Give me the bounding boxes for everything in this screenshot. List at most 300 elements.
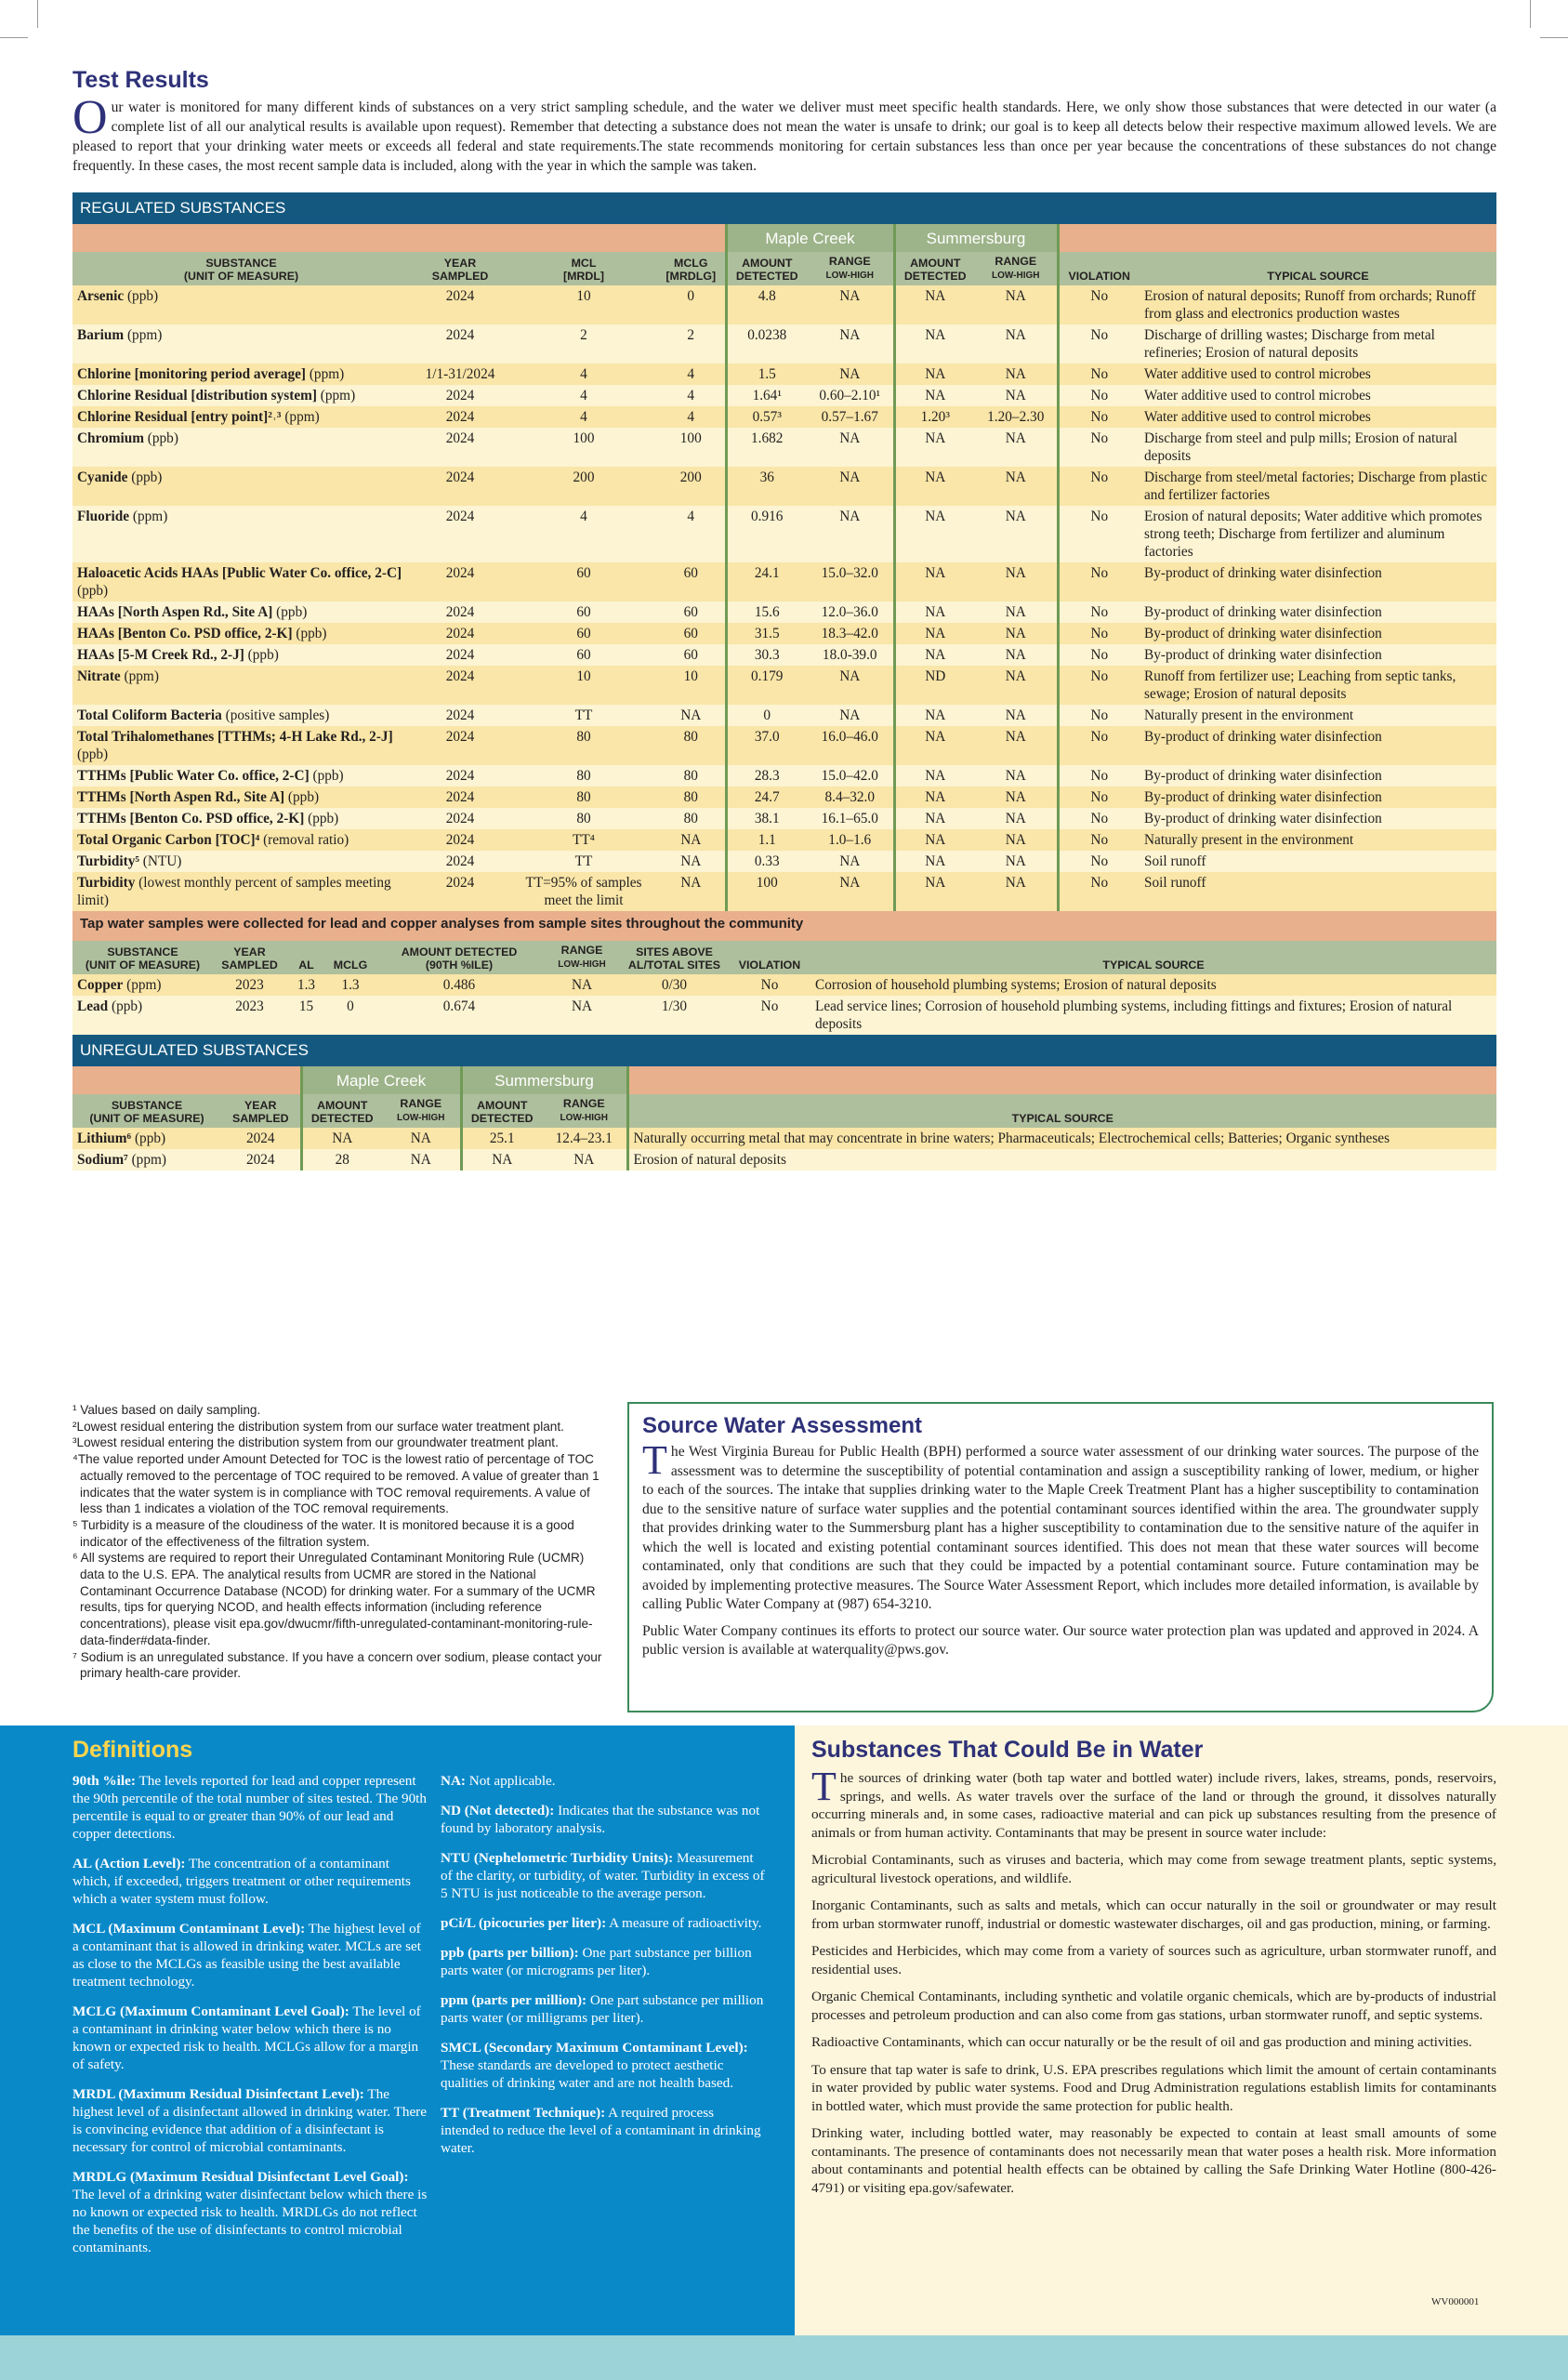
substance-unit: (ppb) (77, 583, 109, 599)
definition-item (72, 1855, 430, 1908)
definition-text: The levels reported for lead and copper represent the 90th percentile of the total number of sites tested. The 90th percentile is equal to or greater than 90% of our lead and copper detections. (72, 1773, 427, 1842)
year-cell: 2024 (410, 562, 510, 602)
substance-unit: (ppb) (77, 747, 109, 762)
mclg-cell: 60 (657, 562, 726, 602)
year-cell: 2023 (213, 996, 286, 1035)
crop-mark (1530, 0, 1531, 28)
sb-rng-cell: NA (975, 705, 1058, 726)
vio-cell: No (729, 996, 810, 1035)
col-substance: SUBSTANCE (UNIT OF MEASURE) (72, 252, 410, 285)
year-cell: 2024 (410, 726, 510, 765)
sb-rng-cell: NA (975, 808, 1058, 829)
col-sb-range: RANGE LOW-HIGH (975, 252, 1058, 285)
mclg-cell: 80 (657, 808, 726, 829)
source-cell: Erosion of natural deposits (627, 1149, 1496, 1170)
amt-cell: 0.674 (375, 996, 544, 1035)
unreg-summersburg-group: Summersburg (461, 1066, 627, 1094)
definition-term: NTU (Nephelometric Turbidity Units): (441, 1850, 674, 1866)
col-mcl: MCL [MRDL] (510, 252, 657, 285)
sb-amt-cell: NA (894, 428, 975, 467)
sb-rng-cell: NA (975, 385, 1058, 406)
definition-term: MCL (Maximum Contaminant Level): (72, 1921, 306, 1937)
substance-cell (72, 705, 410, 726)
sb-amt-cell: NA (894, 851, 975, 872)
substance-unit: (removal ratio) (259, 832, 349, 848)
definition-item (72, 1772, 430, 1843)
crop-mark (0, 37, 28, 38)
sb-rng-cell: NA (975, 602, 1058, 623)
table-row (72, 562, 1496, 602)
mc-amt-cell: NA (301, 1128, 382, 1149)
year-cell: 2024 (410, 829, 510, 851)
col-year: YEAR SAMPLED (410, 252, 510, 285)
substance-unit: (lowest monthly percent of samples meeting limit) (77, 875, 391, 908)
vio-cell: No (1058, 364, 1140, 385)
table-row (72, 851, 1496, 872)
substance-unit: (ppm) (124, 327, 163, 343)
mc-rng-cell: NA (807, 506, 894, 562)
col-mc-amount: AMOUNT DETECTED (726, 252, 807, 285)
definition-text: The highest level of a disinfectant allowed in drinking water. There is convincing evidence that addition of a disinfectant is necessary for control of microbial contaminants. (72, 2086, 427, 2155)
source-cell: By-product of drinking water disinfection (1140, 644, 1496, 666)
source-cell: Naturally present in the environment (1140, 705, 1496, 726)
mcl-cell: 60 (510, 562, 657, 602)
sb-amt-cell: NA (894, 765, 975, 787)
source-cell: By-product of drinking water disinfection (1140, 726, 1496, 765)
substance-unit: (ppb) (127, 469, 163, 485)
sb-rng-cell: NA (975, 666, 1058, 705)
definition-text: Measurement of the clarity, or turbidity, of water. Turbidity in excess of 5 NTU is just noticeable to the average person. (441, 1850, 765, 1901)
swa-paragraph-1: The West Virginia Bureau for Public Health (BPH) performed a source water assessment of our drinking water sources. The purpose of the assessment was to determine the susceptibility of potential contamination and assign a susceptibility ranking of lower, medium, or higher to each of the sources. The intake that supplies drinking water to the Maple Creek Treatment Plant has a higher susceptibility to contamination due to the sensitive nature of surface water supplies and the potential contaminant sources identified within the area. The groundwater supply that provides drinking water to the Summersburg plant has a higher susceptibility to contamination due to the sensitive nature of the aquifer in which the well is located and existing potential contaminant sources identified. This does not mean that these water sources will become contaminated, only that conditions are such that they could be impacted by a potential contaminant source. Future contamination may be avoided by implementing protective measures. The Source Water Assessment Report, which includes more detailed information, is available by calling Public Water Company at (987) 654-3210. (642, 1437, 1479, 1612)
year-cell: 2024 (410, 623, 510, 644)
mc-amt-cell: 30.3 (726, 644, 807, 666)
table-row (72, 705, 1496, 726)
substance-name: Chlorine Residual [distribution system] (77, 388, 317, 403)
footnotes (72, 1402, 610, 1682)
substances-paragraph: To ensure that tap water is safe to drink, U.S. EPA prescribes regulations which limit the amount of certain contaminants in water provided by public water systems. Food and Drug Administration regulations establish limits for contaminants in bottled water, which must provide the same protection for public health. (811, 2061, 1496, 2114)
mclg-cell: 4 (657, 385, 726, 406)
substance-unit: (positive samples) (221, 707, 330, 723)
mc-amt-cell: 15.6 (726, 602, 807, 623)
sb-amt-cell: NA (894, 787, 975, 808)
substance-unit: (ppm) (306, 366, 345, 382)
vio-cell: No (1058, 666, 1140, 705)
col-sb-amount: AMOUNT DETECTED (894, 252, 975, 285)
vio-cell: No (1058, 644, 1140, 666)
substances-paragraph: Inorganic Contaminants, such as salts and metals, which can occur naturally in the soil or groundwater or may result from urban stormwater runoff, industrial or domestic wastewater discharges, oil and gas production, mining, or farming. (811, 1897, 1496, 1932)
definition-item (441, 1772, 766, 1790)
definition-term: MRDLG (Maximum Residual Disinfectant Level Goal): (72, 2169, 409, 2185)
mcl-cell: 10 (510, 285, 657, 324)
source-cell: Lead service lines; Corrosion of household plumbing systems, including fittings and fixtures; Erosion of natural deposits (810, 996, 1496, 1035)
footnote: ³Lowest residual entering the distribution system from our groundwater treatment plant. (72, 1435, 559, 1450)
mc-rng-cell: NA (807, 428, 894, 467)
definitions-panel (0, 1726, 795, 2335)
footnote: ¹ Values based on daily sampling. (72, 1403, 261, 1417)
substance-name: HAAs [5-M Creek Rd., 2-J] (77, 647, 244, 663)
mc-amt-cell: 24.7 (726, 787, 807, 808)
column-header-row (72, 252, 1496, 285)
tap-water-banner: Tap water samples were collected for lead and copper analyses from sample sites throughout the community (72, 911, 1496, 941)
sb-amt-cell: 25.1 (461, 1128, 542, 1149)
mc-rng-cell: NA (382, 1128, 461, 1149)
footnote: ²Lowest residual entering the distribution system from our surface water treatment plant. (72, 1419, 564, 1434)
year-cell: 2024 (410, 808, 510, 829)
table-row (72, 506, 1496, 562)
unreg-maple-creek-group: Maple Creek (301, 1066, 461, 1094)
vio-cell: No (1058, 324, 1140, 364)
footnote: ⁵ Turbidity is a measure of the cloudiness of the water. It is monitored because it is a good indicator of the effectiveness of the filtration system. (72, 1517, 574, 1549)
year-cell: 2024 (410, 705, 510, 726)
year-cell: 2024 (221, 1128, 301, 1149)
mclg-cell: 4 (657, 406, 726, 428)
sb-amt-cell: NA (894, 808, 975, 829)
sb-amt-cell: ND (894, 666, 975, 705)
table-row (72, 385, 1496, 406)
year-cell: 2024 (410, 506, 510, 562)
swa-paragraph-2: Public Water Company continues its efforts to protect our source water. Our source water protection plan was updated and approved in 2024. A public version is available at waterquality@pws.gov. (642, 1622, 1479, 1658)
year-cell: 2024 (410, 602, 510, 623)
year-cell: 2024 (410, 851, 510, 872)
vio-cell: No (1058, 808, 1140, 829)
vio-cell: No (1058, 726, 1140, 765)
vio-cell: No (729, 974, 810, 996)
mc-rng-cell: NA (807, 324, 894, 364)
sb-rng-cell: NA (975, 467, 1058, 506)
substance-cell (72, 285, 410, 324)
mc-amt-cell: 28.3 (726, 765, 807, 787)
mc-rng-cell: 18.3–42.0 (807, 623, 894, 644)
definition-item (441, 1914, 766, 1932)
definition-item (72, 2003, 430, 2073)
vio-cell: No (1058, 787, 1140, 808)
vio-cell: No (1058, 428, 1140, 467)
mclg-cell: 4 (657, 364, 726, 385)
year-cell: 2024 (410, 406, 510, 428)
mclg-cell: 2 (657, 324, 726, 364)
substance-name: HAAs [Benton Co. PSD office, 2-K] (77, 626, 293, 641)
sb-amt-cell: NA (894, 872, 975, 911)
table-row (72, 644, 1496, 666)
table-row (72, 428, 1496, 467)
sites-cell: 1/30 (620, 996, 729, 1035)
substance-cell (72, 1149, 221, 1170)
sb-rng-cell: NA (975, 623, 1058, 644)
definition-text: One part substance per billion parts water (or micrograms per liter). (441, 1945, 752, 1978)
mc-amt-cell: 24.1 (726, 562, 807, 602)
mc-amt-cell: 100 (726, 872, 807, 911)
mclg-cell: 0 (657, 285, 726, 324)
substance-cell (72, 726, 410, 765)
source-cell: Soil runoff (1140, 872, 1496, 911)
mclg-cell: NA (657, 705, 726, 726)
mcl-cell: 80 (510, 808, 657, 829)
substance-unit: (ppb) (244, 647, 279, 663)
substance-name: Total Organic Carbon [TOC]⁴ (77, 832, 260, 848)
substance-unit: (ppb) (131, 1130, 166, 1146)
col-source: TYPICAL SOURCE (1140, 252, 1496, 285)
document-code: WV000001 (1431, 2296, 1480, 2307)
sb-amt-cell: 1.20³ (894, 406, 975, 428)
substance-name: Chromium (77, 430, 144, 446)
group-header-row (72, 224, 1496, 252)
source-cell: By-product of drinking water disinfection (1140, 602, 1496, 623)
substance-cell (72, 644, 410, 666)
substance-cell (72, 787, 410, 808)
mclg-cell: 10 (657, 666, 726, 705)
definition-text: The level of a contaminant in drinking water below which there is no known or expected risk to health. MCLGs allow for a margin of safety. (72, 2003, 421, 2072)
definition-term: SMCL (Secondary Maximum Contaminant Level): (441, 2040, 748, 2056)
definition-item (441, 1849, 766, 1902)
sb-rng-cell: NA (975, 285, 1058, 324)
unreg-header-row: SUBSTANCE (UNIT OF MEASURE) YEAR SAMPLED AMOUNT DETECTED RANGE LOW-HIGH AMOUNT DETECTED RANGE LOW-HIGH TYPICAL SOURCE (72, 1094, 1496, 1128)
year-cell: 2024 (410, 428, 510, 467)
mclg-cell: 0 (326, 996, 375, 1035)
source-cell: Discharge from steel and pulp mills; Erosion of natural deposits (1140, 428, 1496, 467)
mcl-cell: 60 (510, 644, 657, 666)
mc-amt-cell: 37.0 (726, 726, 807, 765)
substance-cell (72, 623, 410, 644)
sb-rng-cell: NA (975, 428, 1058, 467)
year-cell: 2024 (221, 1149, 301, 1170)
bottom-panels (0, 1726, 1568, 2335)
substance-name: HAAs [North Aspen Rd., Site A] (77, 604, 273, 620)
substance-cell (72, 974, 213, 996)
maple-creek-group: Maple Creek (726, 224, 894, 252)
definition-term: NA: (441, 1773, 466, 1789)
sb-rng-cell: NA (975, 562, 1058, 602)
substance-name: Barium (77, 327, 125, 343)
mclg-cell: 60 (657, 623, 726, 644)
substance-unit: (ppm) (316, 388, 356, 403)
mc-rng-cell: 15.0–42.0 (807, 765, 894, 787)
sb-rng-cell: 1.20–2.30 (975, 406, 1058, 428)
substance-cell (72, 872, 410, 911)
sb-amt-cell: NA (894, 829, 975, 851)
substance-name: Fluoride (77, 509, 130, 524)
mc-amt-cell: 1.682 (726, 428, 807, 467)
table-row (72, 872, 1496, 911)
mcl-cell: 2 (510, 324, 657, 364)
substance-name: Cyanide (77, 469, 128, 485)
source-cell: By-product of drinking water disinfection (1140, 562, 1496, 602)
sites-cell: 0/30 (620, 974, 729, 996)
source-cell: Soil runoff (1140, 851, 1496, 872)
sb-amt-cell: NA (894, 506, 975, 562)
definition-text: A measure of radioactivity. (606, 1915, 762, 1931)
definition-item (441, 1944, 766, 1979)
substance-cell (72, 602, 410, 623)
substance-cell (72, 506, 410, 562)
sb-amt-cell: NA (894, 623, 975, 644)
year-cell: 2024 (410, 765, 510, 787)
source-cell: By-product of drinking water disinfection (1140, 808, 1496, 829)
definition-text: Indicates that the substance was not found by laboratory analysis. (441, 1803, 760, 1836)
substances-paragraph: Organic Chemical Contaminants, including synthetic and volatile organic chemicals, which are by-products of industrial processes and petroleum production and can also come from gas stations, urban stormwater runoff, and septic systems. (811, 1989, 1496, 2023)
source-cell: Water additive used to control microbes (1140, 385, 1496, 406)
source-water-assessment (627, 1402, 1494, 1712)
mc-rng-cell: NA (807, 467, 894, 506)
mc-amt-cell: 1.1 (726, 829, 807, 851)
source-cell: Naturally occurring metal that may concentrate in brine waters; Pharmaceuticals; Electrochemical cells; Batteries; Organic syntheses (627, 1128, 1496, 1149)
table-row (72, 829, 1496, 851)
vio-cell: No (1058, 406, 1140, 428)
year-cell: 2024 (410, 787, 510, 808)
substance-name: Turbidity⁵ (77, 853, 139, 869)
definition-text: One part substance per million parts water (or milligrams per liter). (441, 1992, 764, 2026)
rng-cell: NA (544, 996, 620, 1035)
substance-name: Arsenic (77, 288, 125, 304)
sb-amt-cell: NA (894, 324, 975, 364)
mcl-cell: 60 (510, 623, 657, 644)
al-cell: 15 (286, 996, 326, 1035)
substance-cell (72, 467, 410, 506)
sb-rng-cell: NA (975, 726, 1058, 765)
intro-text: ur water is monitored for many different kinds of substances on a very strict sampling schedule, and the water we deliver must meet specific health standards. Here, we only show those substances that were detected in our water (a complete list of all our analytical results is available upon request). Remember that detecting a substance does not mean the water is unsafe to drink; our goal is to keep all detects below their respective maximum allowed levels. We are pleased to report that your drinking water meets or exceeds all federal and state requirements.The state recommends monitoring for certain substances less than once per year because the concentrations of these substances do not change frequently. In these cases, the most recent sample data is included, along with the year in which the sample was taken. (72, 99, 1496, 174)
mclg-cell: 100 (657, 428, 726, 467)
tap-header-row: SUBSTANCE (UNIT OF MEASURE) YEAR SAMPLED AL MCLG AMOUNT DETECTED (90TH %ILE) RANGE LOW-HIGH SITES ABOVE AL/TOTAL SITES VIOLATION TYPICAL SOURCE (72, 941, 1496, 974)
rng-cell: NA (544, 974, 620, 996)
mc-rng-cell: 0.57–1.67 (807, 406, 894, 428)
definition-term: 90th %ile: (72, 1773, 136, 1789)
sb-amt-cell: NA (894, 467, 975, 506)
mc-rng-cell: NA (807, 666, 894, 705)
swa-title: Source Water Assessment (642, 1413, 923, 1438)
substances-intro: The sources of drinking water (both tap water and bottled water) include rivers, lakes, streams, ponds, reservoirs, springs, and wells. As water travels over the surface of the land or through the ground, it dissolves naturally occurring minerals and, in some cases, radioactive material and can pick up substances resulting from the presence of animals or from human activity. Contaminants that may be present in source water include: (811, 1764, 1496, 1841)
source-cell: Discharge of drilling wastes; Discharge from metal refineries; Erosion of natural deposits (1140, 324, 1496, 364)
col-violation: VIOLATION (1058, 252, 1140, 285)
source-cell: Erosion of natural deposits; Runoff from orchards; Runoff from glass and electronics production wastes (1140, 285, 1496, 324)
substance-name: Haloacetic Acids HAAs [Public Water Co. office, 2-C] (77, 565, 402, 581)
mc-rng-cell: 12.0–36.0 (807, 602, 894, 623)
year-cell: 2024 (410, 644, 510, 666)
vio-cell: No (1058, 623, 1140, 644)
mc-amt-cell: 1.64¹ (726, 385, 807, 406)
mcl-cell: TT=95% of samples meet the limit (510, 872, 657, 911)
mc-rng-cell: 1.0–1.6 (807, 829, 894, 851)
table-row (72, 406, 1496, 428)
vio-cell: No (1058, 602, 1140, 623)
mc-amt-cell: 38.1 (726, 808, 807, 829)
source-cell: By-product of drinking water disinfection (1140, 765, 1496, 787)
substance-name: TTHMs [Public Water Co. office, 2-C] (77, 768, 310, 784)
substance-unit: (ppm) (127, 1152, 166, 1168)
definition-term: ppb (parts per billion): (441, 1945, 579, 1961)
page-title: Test Results (72, 67, 209, 93)
mcl-cell: TT (510, 705, 657, 726)
substance-name: Chlorine Residual [entry point]²˒³ (77, 409, 282, 425)
vio-cell: No (1058, 705, 1140, 726)
year-cell: 1/1-31/2024 (410, 364, 510, 385)
mclg-cell: 80 (657, 765, 726, 787)
definition-term: MCLG (Maximum Contaminant Level Goal): (72, 2003, 349, 2019)
sb-amt-cell: NA (894, 705, 975, 726)
lead-copper-table (72, 941, 1496, 1035)
substance-name: Nitrate (77, 668, 121, 684)
source-cell: Water additive used to control microbes (1140, 406, 1496, 428)
substance-unit: (ppb) (304, 811, 339, 826)
substance-cell (72, 666, 410, 705)
sb-amt-cell: NA (894, 285, 975, 324)
drop-cap: O (72, 91, 108, 144)
sb-rng-cell: NA (975, 872, 1058, 911)
substance-cell (72, 406, 410, 428)
col-mclg: MCLG [MRDLG] (657, 252, 726, 285)
mcl-cell: TT (510, 851, 657, 872)
amt-cell: 0.486 (375, 974, 544, 996)
substances-paragraph: Radioactive Contaminants, which can occur naturally or be the result of oil and gas production and mining activities. (811, 2034, 1472, 2050)
substance-cell (72, 829, 410, 851)
mclg-cell: 80 (657, 726, 726, 765)
substance-cell (72, 562, 410, 602)
mc-amt-cell: 0.57³ (726, 406, 807, 428)
table-row (72, 974, 1496, 996)
mc-rng-cell: NA (807, 872, 894, 911)
definition-term: ND (Not detected): (441, 1803, 555, 1818)
definitions-right-column (441, 1772, 766, 2169)
definition-term: pCi/L (picocuries per liter): (441, 1915, 607, 1931)
definitions-left-column (72, 1772, 430, 2268)
source-cell: By-product of drinking water disinfection (1140, 623, 1496, 644)
vio-cell: No (1058, 285, 1140, 324)
substance-name: Turbidity (77, 875, 136, 891)
summersburg-group: Summersburg (894, 224, 1058, 252)
substance-cell (72, 364, 410, 385)
vio-cell: No (1058, 506, 1140, 562)
substance-name: TTHMs [North Aspen Rd., Site A] (77, 789, 285, 805)
year-cell: 2023 (213, 974, 286, 996)
source-cell: Corrosion of household plumbing systems; Erosion of natural deposits (810, 974, 1496, 996)
table-row (72, 808, 1496, 829)
regulated-table (72, 224, 1496, 911)
table-row (72, 726, 1496, 765)
table-row (72, 1149, 1496, 1170)
substance-unit: (ppb) (309, 768, 344, 784)
substance-unit: (ppm) (129, 509, 168, 524)
mcl-cell: 4 (510, 364, 657, 385)
mc-rng-cell: 0.60–2.10¹ (807, 385, 894, 406)
definitions-title: Definitions (72, 1737, 193, 1763)
substance-cell (72, 428, 410, 467)
substances-paragraph: Pesticides and Herbicides, which may come from a variety of sources such as agriculture, urban stormwater runoff, and residential uses. (811, 1943, 1496, 1977)
substance-unit: (ppb) (272, 604, 308, 620)
sb-rng-cell: NA (975, 851, 1058, 872)
mc-rng-cell: NA (382, 1149, 461, 1170)
sb-amt-cell: NA (894, 726, 975, 765)
col-mc-range: RANGE LOW-HIGH (807, 252, 894, 285)
test-results-section (72, 67, 1496, 1170)
source-cell: Discharge from steel/metal factories; Discharge from plastic and fertilizer factories (1140, 467, 1496, 506)
substance-unit: (ppb) (108, 998, 143, 1014)
source-cell: By-product of drinking water disinfection (1140, 787, 1496, 808)
mcl-cell: 4 (510, 406, 657, 428)
substance-unit: (ppm) (120, 668, 159, 684)
substance-cell (72, 765, 410, 787)
substance-unit: (ppb) (284, 789, 320, 805)
sb-amt-cell: NA (894, 602, 975, 623)
table-row (72, 765, 1496, 787)
sb-rng-cell: NA (975, 787, 1058, 808)
table-row (72, 285, 1496, 324)
mclg-cell: NA (657, 829, 726, 851)
al-cell: 1.3 (286, 974, 326, 996)
year-cell: 2024 (410, 872, 510, 911)
table-row (72, 666, 1496, 705)
substance-cell (72, 324, 410, 364)
definition-text: These standards are developed to protect aesthetic qualities of drinking water and are not health based. (441, 2057, 734, 2091)
year-cell: 2024 (410, 285, 510, 324)
crop-mark (1540, 37, 1568, 38)
